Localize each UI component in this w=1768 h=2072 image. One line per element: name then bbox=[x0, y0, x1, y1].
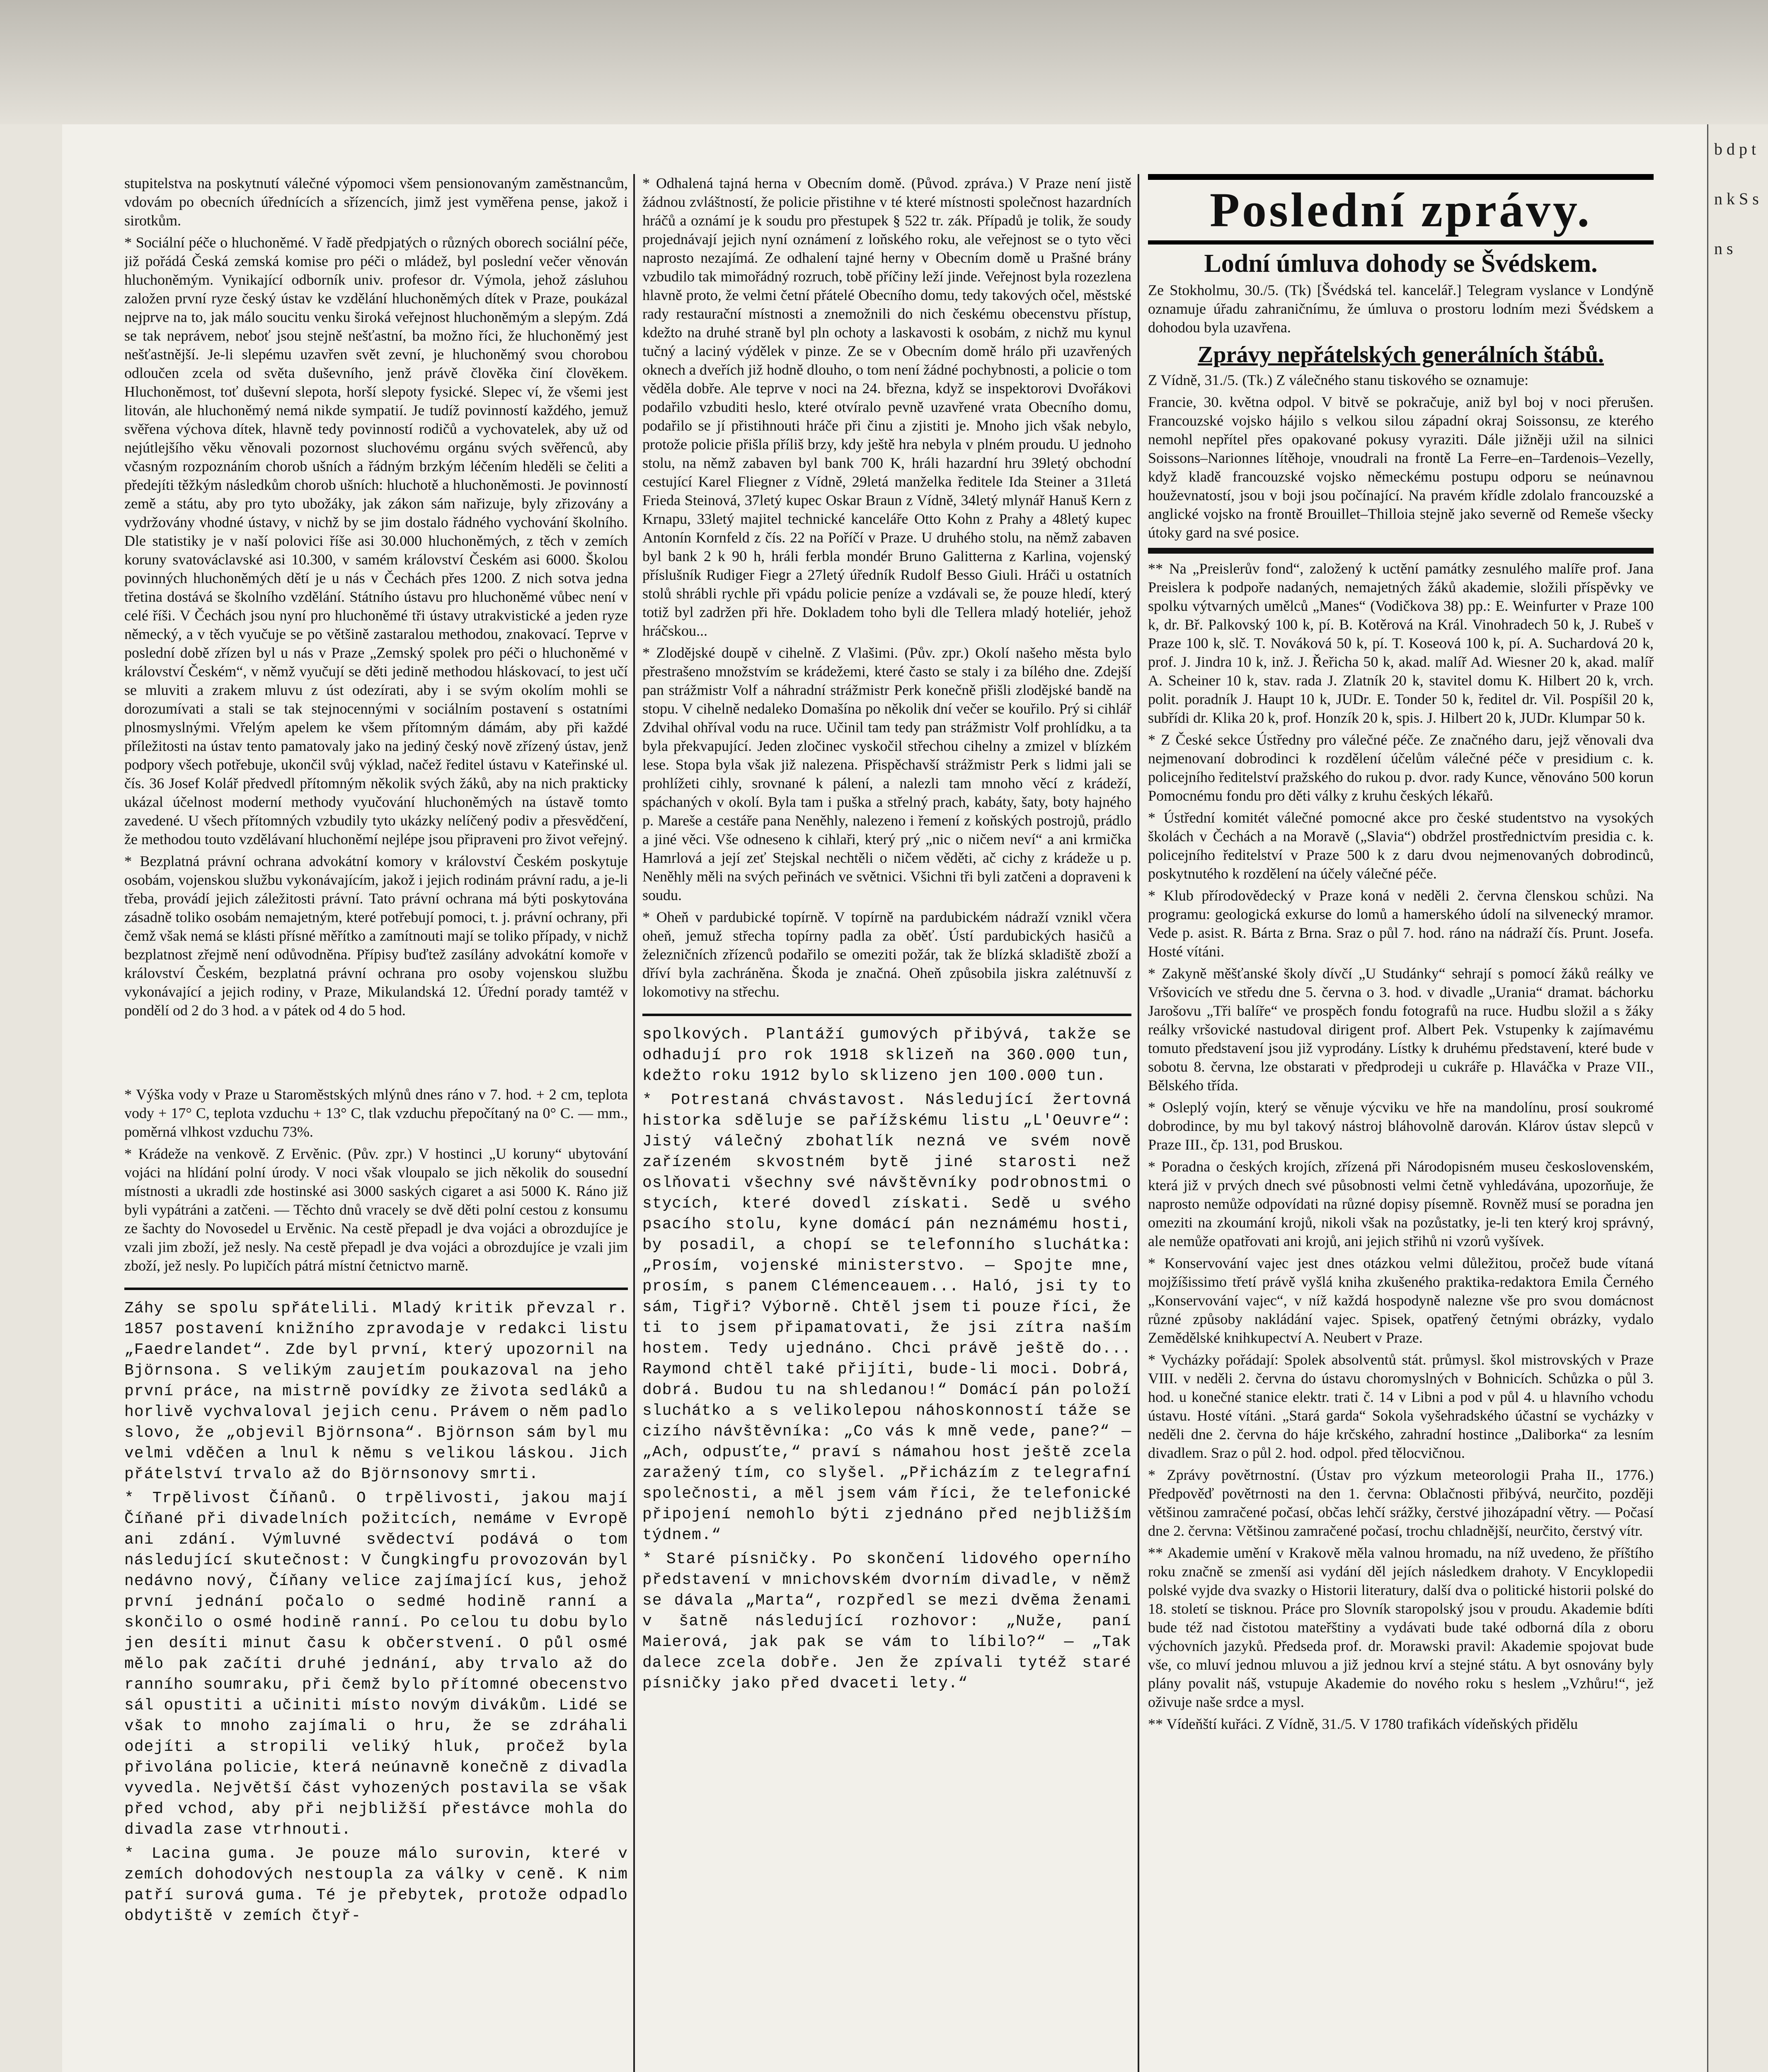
notice-paragraph: * Osleplý vojín, který se věnuje výcviku ve hře na mandolínu, prosí soukromé dobrodince, by mu byl takový nástroj bláhovolně darován. Klárov ústav slepců v Praze III., čp. 131, pod Bruskou. bbox=[1148, 1099, 1654, 1153]
article-zlodejske-doupe: * Zlodějské doupě v cihelně. Z Vlašimi. (Pův. zpr.) Okolí našeho města bylo přestrašeno množstvím se krádežemi, které často se staly i za bílého dne. Zdejší pan strážmistr Volf a náhradní strážmistr Perk konečně přišli zlodějské bandě na stopu. V cihelně nedaleko Domašína po několik dní večer se kouřilo. Prý si cihlář Zdvihal ohříval vodu na ruce. Učinil tam tedy pan strážmistr Volf prohlídku, a ta byla překvapující. Jeden zločinec vyskočil střechou cihelny a zmizel v blízkém lese. Stopa byla však již nalezena. Přispěchavší strážmistr Perk s lidmi jali se prohlížeti cihly, srovnané k pálení, a nalezli tam mnoho věcí z krádeží, spáchaných v okolí. Byla tam i puška a střelný prach, kabáty, šaty, boty hajného p. Mareše a cestáře pana Neněhly, nalezeno i řemení z koňských postrojů, prádlo a jiné věci. Vše odneseno k cihlaři, který prý „nic o ničem neví“ a ani krmička Hamrlová a její zeť Stejskal nechtěli o ničem věděti, ač cichy z krádeže u p. Neněhly měli na svých peřinách ve světnici. Všichni tři byli zatčeni a dopraveni k soudu. bbox=[642, 644, 1131, 903]
notice-paragraph: * Ústřední komitét válečné pomocné akce pro české studentstvo na vysokých školách v Čechách a na Moravě („Slavia“) obdržel prostřednictvím presidia c. k. policejního ředitelství v Praze 500 k z daru dvou nejmenovaných dobrodinců, poskytnutého k rozdělení na účely válečné péče. bbox=[1148, 809, 1654, 882]
feuilleton-paragraph: * Staré písničky. Po skončení lidového operního představení v mnichovském dvorním divadle, v němž se dávala „Marta“, rozpředl se mezi dvěma ženami v šatně následující rozhovor: „Nuže, paní Maierová, jak pak se vám to líbilo?“ — „Tak dalece zcela dobře. Jen že zpívali tytéž staré písničky jako před dvaceti lety.“ bbox=[642, 1550, 1131, 1692]
article-tajna-herna: * Odhalená tajná herna v Obecním domě. (Původ. zpráva.) V Praze není jistě žádnou zvláštností, že policie přistihne v té které místnosti společnost hazardních hráčů a oznámí je k soudu pro přestupek § 522 tr. zák. Případů je tolik, že soudy projednávají jejich nyní oznámení z loňského roku, ale veřejnost se o tyto věci naprosto nezajímá. Ze odhalení tajné herny v Obecním domě u Prašné brány vzbudilo tak mimořádný rozruch, tobě příčiny leží jinde. Veřejnost byla rozezlena hlavně proto, že velmi četní přátelé Obecního domu, tedy takových očel, městské rady restaurační místnosti a znemožnili do nich českému obecenstvu přístup, kdežto na druhé straně byl pln ochoty a laskavosti k osobám, z nichž mu kynul tučný a laciný výdělek v pinze. Ze se v Obecním domě hrálo při uzavřených oknech a dveřích již hodně dlouho, o tom není žádné pochybnosti, a policie o tom věděla dobře. Ale teprve v noci na 24. března, když se inspektorovi Dvořákovi podařilo vzbuditi heslo, které otvíralo pevně uzavřené vrata Obecního domu, podařilo se jí přistihnouti hráče při činu a zjistiti je. Mnoho jich však nebylo, protože policie přišla příliš brzy, kdy ještě hra nebyla v plném proudu. U jednoho stolu, na němž zabaven byl bank 700 K, hráli hazardní hru 39letý obchodní cestující Karel Fliegner z Vídně, 29letá manželka ředitele Ida Steiner a 31letá Frieda Steinová, 37letý kupec Oskar Braun z Vídně, 34letý mlynář Hanuš Kern z Krnapu, 33letý majitel technické kanceláře Otto Kohn z Prahy a 48letý kupec Antonín Kornfeld z čís. 22 na Poříčí v Praze. U druhého stolu, na němž zabaven byl bank 2 k 90 h, hráli ferbla mondér Bruno Galitterna z Karlina, vojenský příslušník Rudiger Fiegr a 27letý úředník Rudolf Besso Giuli. Hráči u ostatních stolů shrábli rychle při vpádu policie peníze a vzdávali se, že pouze hledí, který totiž byl zadržen při hře. Dokladem toho byli dle Tellera mladý hoteliér, jehož hráčskou... bbox=[642, 175, 1131, 639]
feuilleton-paragraph: * Trpělivost Číňanů. O trpělivosti, jakou mají Číňané při divadelních požitcích, nemáme v Evropě ani zdání. Výmluvné svědectví podává o tom následující skutečnost: V Čungkingfu provozován byl nedávno nový, Číňany velice zajímající kus, jehož první jednání počalo o sedmé hodině ranní a skončilo o osmé hodině ranní. Po celou tu dobu bylo jen desíti minut času k občerstvení. O půl osmé mělo pak začíti druhé jednání, aby trvalo až do ranního soumraku, při čemž bylo přítomné obecenstvo sál opustiti a učiniti místo novým divákům. Lidé se však to mnoho zajímali o hru, že se zdráhali odejíti a stropili veliký hluk, pročež byla přivolána policie, která neúnavně konečně z divadla vyvedla. Největší část vyhozených postavila se však před vchod, aby při nejbližší přestávce mohla do divadla zase vtrhnouti. bbox=[124, 1489, 628, 1839]
article-pravni-ochrana: * Bezplatná právní ochrana advokátní komory v království Českém poskytuje osobám, vojenskou službu vykonávajícím, jakož i jejich rodinám právní radu, a je-li třeba, provádí jejich záležitosti právní. Tato právní ochrana má býti poskytována zásadně toliko osobám nemajetným, které potřebují pomoci, t. j. právní ochrany, při čemž však nemá se klásti přísné měřítko a zamítnouti mají se toliko případy, v nichž bezplatnost zřejmě není odůvodněna. Přípisy buďtež zasílány advokátní komoře v království Českém, bezplatná právní ochrana pro osoby vojenskou službu vykonávající a jejich rodiny, v Praze, Mikulandská 12. Úřední porady tamtéž v pondělí od 2 do 3 hod. a v pátek od 4 do 5 hod. bbox=[124, 853, 628, 1019]
notice-paragraph: ** Vídeňští kuřáci. Z Vídně, 31./5. V 1780 trafikách vídeňských přidělu bbox=[1148, 1716, 1578, 1732]
feuilleton-column-2 bbox=[642, 1024, 1131, 1694]
notice-paragraph: * Konservování vajec jest dnes otázkou velmi důležitou, pročež bude vítaná mojžíšissimo třetí právě vyšlá kniha zkušeného praktika-redaktora Emila Černého „Konservování vajec“, v níž každá hospodyně nalezne vše pro svou domácnost různé způsoby nakládání vajec. Spisek, opatřený četnými obrázky, vydalo Zemědělské knihkupectví A. Neubert v Praze. bbox=[1148, 1255, 1654, 1346]
feuilleton-column-1 bbox=[124, 1298, 628, 1927]
article-hluchonemi: * Sociální péče o hluchoněmé. V řadě předpjatých o různých oborech sociální péče, již pořádá Česká zemská komise pro péči o mládež, byl poslední večer věnován hluchoněmým. Vynikající odborník univ. profesor dr. Výmola, jehož zásluhou založen první ryze český ústav ke vzdělání hluchoněmých dítek v Praze, poukázal nejprve na to, jak málo soucitu venku široká veřejnost hluchoněmým a slepým. Zdá se tak neprávem, neboť jsou stejně nešťastní, ba možno říci, že hluchoněmý jest nešťastnější. Je-li slepému uzavřen svět zevní, je hluchoněmý svou chorobou odloučen zcela od světa duševního, jenž právě člověka činí člověkem. Hluchoněmost, toť duševní slepota, horší slepoty fysické. Slepec ví, že všemi jest litován, ale hluchoněmý nemá nikde sympatií. Je tudíž povinností každého, jemuž svěřena výchova dítek, hlavně tedy povinností rodičů a vychovatelek, aby už od nejútlejšího věku věnovali pozornost sluchovému orgánu svých svěřenců, aby včasným rozpoznáním chorob ušních a řádným brzkým léčením hleděli se čeliti a předejíti těžkým následkům chorob ušních: hluchotě a hluchoněmosti. Je povinností země a státu, aby pro tyto ubožáky, jak zákon sám nařizuje, byly zřizovány a vydržovány vhodné ústavy, v nichž by se jim dostalo řádného vychování školního. Dle statistiky je v naší polovici říše asi 30.000 hluchoněmých, z těch v zemích koruny svatováclavské asi 10.300, v samém království Českém asi 6000. Školou povinných hluchoněmých dětí je u nás v Čechách přes 1200. Z nich sotva jedna třetina dostává se školního vzdělání. Státního ústavu pro hluchoněmé vůbec není v celé říši. V Čechách jsou nyní pro hluchoněmé tři ústavy utrakvistické a jeden ryze německý, a v těch vyučuje se po většině zastaralou methodou, znakovací. Teprve v poslední době zřízen byl u nás v Praze „Zemský spolek pro péči o hluchoněmé v království Českém“, v němž vyučují se děti jedině methodou hláskovací, to jest učí se mluviti a zrakem mluvu z úst odezírati, aby i se svým okolím mohli se dorozumívati a stali se tak stejnocennými v sociálním postavení s ostatními plnosmyslnými. Vřelým apelem ke všem přítomným dámám, aby při každé příležitosti na ústav tento pamatovaly jako na jediný český nově zřízený ústav, jenž podpory všech potřebuje, ukončil svůj výklad, načež ředitel ústavu v Kateřinské ul. čís. 36 Josef Kolář předvedl přítomným několik svých žáků, aby na nich prakticky ukázal účelnost moderní methody vyučování hluchoněmých na ústavě tomto zavedené. U všech přítomných vzbudily tyto ukázky nelíčený podiv a přesvědčení, že methodou touto vzdělávaní hluchoněmí nejlépe jsou připraveni pro život veřejný. bbox=[124, 234, 628, 847]
headline-lodni-umluva: Lodní úmluva dohody se Švédskem. bbox=[1204, 249, 1598, 278]
article-francie: Francie, 30. května odpol. V bitvě se pokračuje, aniž byl boj v noci přerušen. Francouzské vojsko hájilo s velkou silou západní okraj Soissonsu, ze kterého nemohl nepřítel přes opakované pokusy vyraziti. Dále jižněji užil na silnici Soissons–Narionnes lítěhoje, vnoudrali na frontě La Ferre–en–Tardenois–Vezelly, když kladě francouzské vojsko německému postupu odporu se neúnavnou houževnatostí, jsou v boji jsou počínající. Na pravém křídle zdolalo francouzské a anglické vojsko na frontě Brouillet–Thilloia stejně jako severně od Remeše všecky útoky gard na své posice. bbox=[1148, 394, 1654, 541]
notice-paragraph: * Zakyně měšťanské školy dívčí „U Studánky“ sehrají s pomocí žáků reálky ve Vršovicích ve středu dne 5. června o 3. hod. v divadle „Urania“ dramat. báchorku Jarošovu „Tři balíře“ ve prospěch fondu fotografů na ruce. Hudbu složil a s žáky reálky vršovické nastudoval dirigent prof. Albert Pek. Vstupenky k zajímavému tomuto představení jsou již vyprodány. Lístky k druhému představení, které bude v sobotu 8. června, lze obstarati v předprodeji u cukráře p. Hlaváčka v Praze VII., Bělského třída. bbox=[1148, 965, 1654, 1094]
notice-paragraph: * Klub přírodovědecký v Praze koná v neděli 2. června členskou schůzi. Na programu: geologická exkurse do lomů a hamerského údolí na silvenecký mramor. Vede p. asist. R. Bárta z Brna. Sraz o půl 7. hod. ráno na nádraží čís. Prunt. Josefa. Hosté vítáni. bbox=[1148, 887, 1654, 960]
notice-paragraph: ** Na „Preislerův fond“, založený k uctění památky zesnulého malíře prof. Jana Preislera k podpoře nadaných, nemajetných žáků akademie, složili příspěvky ve spolku výtvarných umělců „Manes“ (Vodičkova 38) pp.: E. Weinfurter v Praze 100 k, dr. Bř. Palkovský 100 k, pí. B. Kotěrová na Král. Vinohradech 50 k, J. Rubeš v Praze 100 k, slč. T. Nováková 50 k, pí. T. Koseová 100 k, pí. A. Suchardová 20 k, prof. J. Jindra 10 k, inž. J. Řeřicha 50 k, akad. malíř Ad. Wiesner 20 k, akad. malíř A. Scheiner 10 k, stav. rada J. Zlatník 20 k, stavitel domu K. Hilbert 20 k, vrch. polit. poradník J. Haupt 10 k, JUDr. E. Tonder 50 k, ředitel dr. Vil. Pospíšil 20 k, subřídi dr. Klika 20 k, prof. Honzík 20 k, spis. J. Hilbert 20 k, JUDr. Klumpar 50 k. bbox=[1148, 560, 1654, 726]
adjacent-page-edge: b d p t n k S s n s bbox=[1707, 124, 1768, 2072]
feuilleton-divider bbox=[124, 1288, 628, 1290]
notice-paragraph: * Poradna o českých krojích, zřízená při Národopisném museu československém, která již v prvých dnech své působnosti velmi četně vyhledávána, upozorňuje, že naprosto nemůže odpovídati na různé dopisy písemně. Rovněž musí se poradna jen omeziti na zkoumání krojů, nikoli však na pozůstatky, je-li ten který kroj správný, ale nemůže opatřovati ani krojů, ani jejich střihů ni vzorů vyšívek. bbox=[1148, 1158, 1654, 1249]
feuilleton-paragraph: spolkových. Plantáží gumových přibývá, takže se odhadují pro rok 1918 sklizeň na 360.000 tun, kdežto roku 1912 bylo sklizeno jen 100.000 tun. bbox=[642, 1026, 1131, 1085]
feuilleton-paragraph: * Lacina guma. Je pouze málo surovin, které v zemích dohodových nestoupla za války v ceně. K nim patří surová guma. Té je přebytek, protože odpadlo obdytiště v zemích čtyř- bbox=[124, 1845, 628, 1925]
article-vienna-intro: Z Vídně, 31./5. (Tk.) Z válečného stanu tiskového se oznamuje: bbox=[1148, 372, 1529, 388]
column-1 bbox=[124, 174, 628, 2072]
feuilleton-paragraph: * Potrestaná chvástavost. Následující žertovná historka sděluje se pařížskému listu „L'Oeuvre“: Jistý válečný zbohatlík nezná ve svém nově zařízeném skvostném bytě jiné starosti než oslňovati všechny své návštěvníky podrobnostmi o stycích, které dovedl získati. Sedě u svého psacího stolu, kyne domácí pán neznámému hosti, by posadil, a chopí se telefonního sluchátka: „Prosím, vojenské ministerstvo. — Spojte mne, prosím, s panem Clémenceauem... Haló, jsi ty to sám, Tigři? Výborně. Chtěl jsem ti pouze říci, že ti to jsem připamatovati, že jsi zítra naším hostem. Tedy ujednáno. Chci právě ještě do... Raymond chtěl také přijíti, bude-li moci. Dobrá, dobrá. Budou tu na shledanou!“ Domácí pán položí sluchátko a s velikolepou náhoskonností táže se cizího návštěvníka: „Co vás k mně vede, pane?“ — „Ach, odpusťte,“ praví s námahou host ještě zcela zaražený tím, co slyšel. „Přicházím z telegrafní společnosti, a měl jsem vám říci, že telefonické připojení nemohlo býti zjednáno před nejbližším týdnem.“ bbox=[642, 1091, 1131, 1544]
article-kradeze: * Krádeže na venkově. Z Ervěnic. (Pův. zpr.) V hostinci „U koruny“ ubytování vojáci na hlídání polní úrody. V noci však vloupalo se jich několik do sousední místnosti a ukradli zde hostinské asi 3000 saských cigaret a asi 5000 K. Ráno již byli vypátráni a zatčeni. — Těchto dnů vracely se dvě děti polní cestou z konsumu ze šachty do Novosedel u Ervěnic. Na cestě přepadl je dva vojáci a obrozdujíce je vzali jim zboží, jež nesly. Na cestě přepadl je dva vojáci a obrozdujíce je vzali jim zboží, jež nesly. Po lupičích pátrá místní četnictvo marně. bbox=[124, 1145, 628, 1274]
article-vyska-vody: * Výška vody v Praze u Staroměstských mlýnů dnes ráno v 7. hod. + 2 cm, teplota vody + 17° C, teplota vzduchu + 13° C, tlak vzduchu přepočítaný na 0° C. — mm., poměrná vlhkost vzduchu 73%. bbox=[124, 1086, 628, 1140]
article-paragraph: stupitelstva na poskytnutí válečné výpomoci všem pensionovaným zaměstnancům, vdovám po obecních úřednících a sřízencích, jimž jest vyměřena pense, jakož i sirotkům. bbox=[124, 175, 628, 229]
column-rule-1 bbox=[633, 174, 635, 2072]
notice-paragraph: * Zprávy povětrnostní. (Ústav pro výzkum meteorologii Praha II., 1776.) Předpověď povětrnosti na den 1. června: Oblačnosti přibývá, neurčito, později většinou zamračené počasí, občas lehčí srážky, čerstvé jihozápadní větry. — Počasí dne 2. června: Většinou zamračené počasí, trochu chladnější, neurčito, čerstvý vítr. bbox=[1148, 1467, 1654, 1539]
spacer bbox=[124, 1023, 628, 1085]
column-3 bbox=[1148, 174, 1654, 2072]
scan-left-margin bbox=[0, 0, 62, 2072]
section-divider bbox=[1148, 548, 1654, 554]
notice-paragraph: ** Akademie umění v Krakově měla valnou hromadu, na níž uvedeno, že příštího roku značně se zmenší asi vydání děl jejích následkem drahoty. V Encyklopedii polské vyjde dva svazky o Historii literatury, další dva o politické historii polské do 18. století se tisknou. Práce pro Slovník staropolský jsou v proudu. Akademie bdíti bude též nad čistotou mateřštiny a vydávati bude také odborná díla z oboru výchovních jazyků. Předseda prof. dr. Morawski pravil: Akademie spojovat bude vše, co mluví jednou mluvou a již jednou krví a stejné státu. A byt osnovány byly plány povalit náš, vstupuje Akademie do nového roku s heslem „Vzhůru!“, jež oživuje naše srdce a mysl. bbox=[1148, 1544, 1654, 1710]
column-2 bbox=[642, 174, 1131, 2072]
feuilleton-paragraph: Záhy se spolu spřátelili. Mladý kritik převzal r. 1857 postavení knižního zpravodaje v redakci listu „Faedrelandet“. Zde byl první, který upozornil na Björnsona. S velikým zaujetím poukazoval na jeho první práce, na mistrně povídky ze života sedláků a horlivě vychvaloval jejich cenu. Právem o něm padlo slovo, že „objevil Björnsona“. Björnson sám byl mu velmi vděčen a lnul k němu s velikou láskou. Jich přátelství trvalo až do Björnsonovy smrti. bbox=[124, 1300, 628, 1483]
notice-paragraph: * Z České sekce Ústředny pro válečné péče. Ze značného daru, jejž věnovali dva nejmenovaní dobrodinci k rozdělení účelům válečné péče v presidium c. k. policejního ředitelství pražského do rukou p. dvor. rady Kunce, věnováno 500 korun Pomocnému fondu pro děti války z kruhu českých lékařů. bbox=[1148, 731, 1654, 804]
article-stokholm: Ze Stokholmu, 30./5. (Tk) [Švédská tel. kancelář.] Telegram vyslance v Londýně oznamuje úřadu zahraničnímu, že úmluva o prostoru lodním mezi Švédskem a dohodou byla uzavřena. bbox=[1148, 282, 1654, 336]
article-ohen-topirna: * Oheň v pardubické topírně. V topírně na pardubickém nádraží vznikl včera oheň, jemuž střecha topírny padla za oběť. Ústí pardubických hasičů a železničních zřízenců podařilo se omeziti požár, tak že blízká skladiště zboží a dříví byla zachráněna. Škoda je značná. Oheň způsobila jiskra zalétnuvší z lokomotivy na střechu. bbox=[642, 909, 1131, 1000]
headline-generalni-staby: Zprávy nepřátelských generálních štábů. bbox=[1197, 342, 1604, 368]
feuilleton-divider bbox=[642, 1014, 1131, 1016]
section-masthead: Poslední zprávy. bbox=[1148, 174, 1654, 244]
column-rule-2 bbox=[1138, 174, 1139, 2072]
notice-paragraph: * Vycházky pořádají: Spolek absolventů stát. průmysl. škol mistrovských v Praze VIII. v neděli 2. června do ústavu choromyslných v Bohnicích. Schůzka o půl 3. hod. u konečné stanice elektr. trati č. 14 v Libni a pod v půl 4. u hlavního vchodu ústavu. Hosté vítáni. „Stará garda“ Sokola vyšehradského účastní se vycházky v neděli dne 2. června do háje krčského, zahradní hostince „Daliborka“ za lesním divadlem. Sraz o půl 2. hod. odpol. před tělocvičnou. bbox=[1148, 1351, 1654, 1461]
scan-top-edge bbox=[0, 0, 1768, 124]
